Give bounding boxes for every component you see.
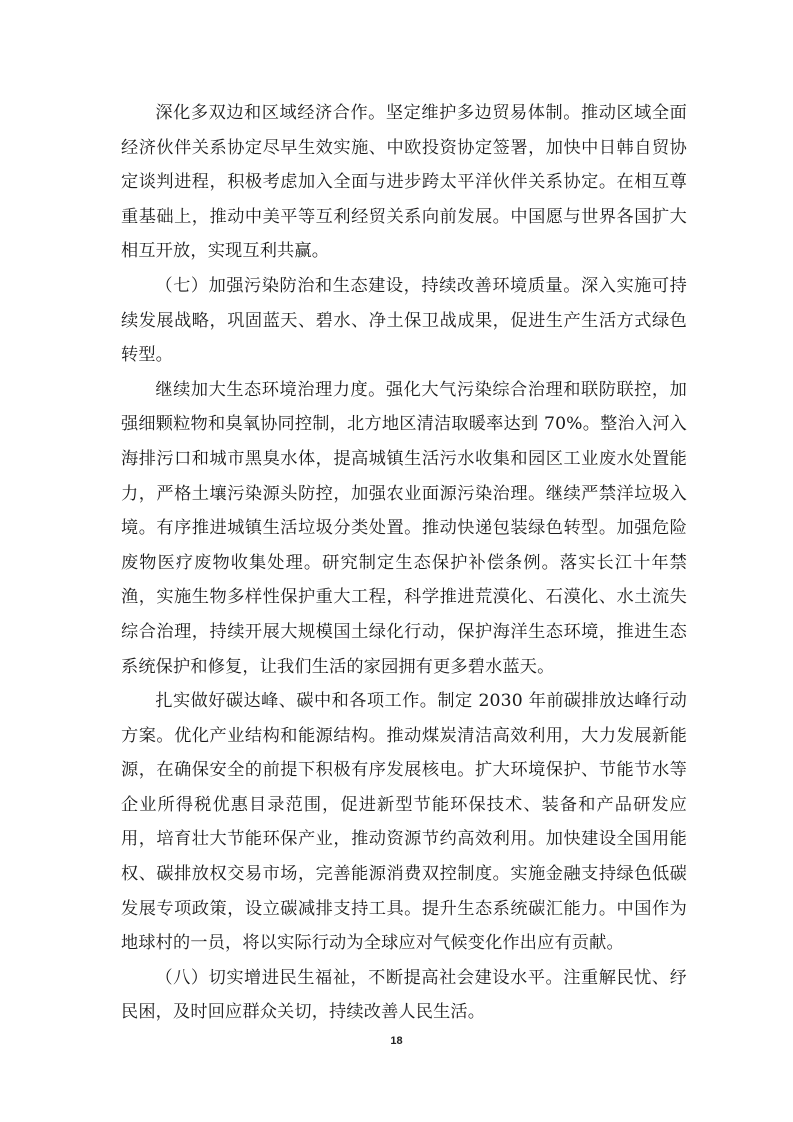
paragraph-carbon-neutrality: 扎实做好碳达峰、碳中和各项工作。制定 2030 年前碳排放达峰行动方案。优化产业结构和能源结构。推动煤炭清洁高效利用，大力发展新能源，在确保安全的前提下积极有序发展核电。扩大环境保护、节能节水等企业所得税优惠目录范围，促进新型节能环保技术、装备和产品研发应用，培育壮大节能环保产业，推动资源节约高效利用。加快建设全国用能权、碳排放权交易市场，完善能源消费双控制度。实施金融支持绿色低碳发展专项政策，设立碳减排支持工具。提升生态系统碳汇能力。中国作为地球村的一员，将以实际行动为全球应对气候变化作出应有贡献。 bbox=[121, 691, 687, 954]
paragraph-ecological-governance: 继续加大生态环境治理力度。强化大气污染综合治理和联防联控，加强细颗粒物和臭氧协同控制，北方地区清洁取暖率达到 70%。整治入河入海排污口和城市黑臭水体，提高城镇生活污水收集和园区工业废水处置能力，严格土壤污染源头防控，加强农业面源污染治理。继续严禁洋垃圾入境。有序推进城镇生活垃圾分类处置。推动快递包装绿色转型。加强危险废物医疗废物收集处理。研究制定生态保护补偿条例。落实长江十年禁渔，实施生物多样性保护重大工程，科学推进荒漠化、石漠化、水土流失综合治理，持续开展大规模国土绿化行动，保护海洋生态环境，推进生态系统保护和修复，让我们生活的家园拥有更多碧水蓝天。 bbox=[121, 379, 687, 677]
body-text bbox=[121, 96, 687, 1030]
paragraph-section-seven-heading: （七）加强污染防治和生态建设，持续改善环境质量。深入实施可持续发展战略，巩固蓝天、碧水、净土保卫战成果，促进生产生活方式绿色转型。 bbox=[121, 275, 687, 366]
paragraph-trade-cooperation: 深化多双边和区域经济合作。坚定维护多边贸易体制。推动区域全面经济伙伴关系协定尽早生效实施、中欧投资协定签署，加快中日韩自贸协定谈判进程，积极考虑加入全面与进步跨太平洋伙伴关系协定。在相互尊重基础上，推动中美平等互利经贸关系向前发展。中国愿与世界各国扩大相互开放，实现互利共赢。 bbox=[121, 103, 687, 262]
paragraph-section-eight-heading: （八）切实增进民生福祉，不断提高社会建设水平。注重解民忧、纾民困，及时回应群众关切，持续改善人民生活。 bbox=[121, 967, 687, 1023]
page-number: 18 bbox=[390, 1035, 403, 1047]
